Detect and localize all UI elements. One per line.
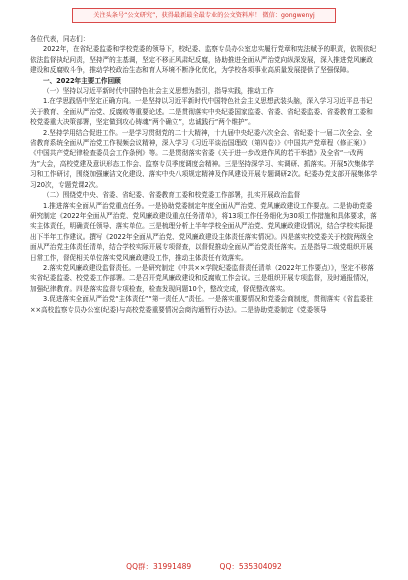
paragraph-2: 2.坚持学用结合促进工作。一是学习贯彻党的二十大精神，十九届中央纪委六次全会、省纪委十一届二次全会、全省教育系统全面从严治党工作视频会议精神，深入学习《习近平谈治国理政（第四卷）》《中国共产党章程（修正案）》《中国共产党纪律检查委员会工作条例》等。二是贯彻落实省委《关于进一步改进作风的若干举措》及全省“一改两为”大会，高校党建及意识形态工作会、监察专员季度调度会精神。三是坚持深学习、实调研、抓落实。开展5次集体学习和工作研讨，围绕加强廉洁文化建设、落实中央八项规定精神及作风建设开展专题调研2次。纪委办党支部开展集体学习20次，专题党课2次。 [30, 128, 378, 189]
paragraph-3: 1.推进落实全面从严治党重点任务。一是协助党委制定年度全面从严治党、党风廉政建设工作要点。二是协助党委研究制定《2022年全面从严治党、党风廉政建设重点任务清单》，将13项工作任务细化为30项工作措施和具体要求，落实主体责任，明确责任领导、落实单位。三是梳理分析上半年学校全面从严治党、党风廉政建设情况，结合学校实际提出下半年工作建议。撰写《2022年全面从严治党、党风廉政建设主体责任落实情况》。四是落实校党委关于校院两级全面从严治党主体责任清单，结合学校实际开展专项督查，以督促推动全面从严治党责任落实。五是指导二级党组织开展日常工作，督促相关单位落实党风廉政建设工作，推动主体责任有效落实。 [30, 201, 377, 262]
footer-contact [0, 561, 408, 572]
subsection-heading-1: （一）坚持以习近平新时代中国特色社会主义思想为指引，指导实践，推动工作 [43, 87, 274, 96]
section-heading: 一、2022年主要工作回顾 [43, 76, 121, 85]
greeting: 各位代表，同志们： [30, 35, 90, 43]
subsection-heading-2: （二）围绕党中央、省委、省纪委、省委教育工委和校党委工作部署，扎实开展政治监督 [43, 191, 301, 200]
footer-qq-group: QQ群：31991489 [126, 562, 192, 571]
promo-banner: 关注头条号“公文研究”，获得最新最全最专业的公文资料库！ 微信：gongwenyj [72, 8, 336, 23]
footer-qq: QQ：535304092 [219, 562, 282, 571]
paragraph-5: 3.促进落实全面从严治党“主体责任”“第一责任人”责任。一是落实重要情况和党委会商制度，贯彻落实《省监委驻××高校监察专员办公室(纪委)与高校党委重要情况会商沟通暂行办法》。二是协助党委制定《党委领导 [30, 295, 373, 314]
paragraph-4: 2.落实党风廉政建设监督责任。一是研究制定《中共××学院纪委监督责任清单（2022年工作要点）》，坚定不移落实省纪委监委、校党委工作部署。二是召开党风廉政建设和反腐败工作会议。三是组织开展专项监督，及时通报情况，加强纪律教育。四是落实监督专项检查，检查发现问题10个，整改完成，督促整改落实。 [30, 263, 374, 293]
document-body [30, 34, 378, 315]
paragraph-1: 1.在学思践悟中坚定正确方向。一是坚持以习近平新时代中国特色社会主义思想武装头脑，深入学习习近平总书记关于教育、全面从严治党、反腐败等重要论述。二是贯彻落实中央纪委国家监委、省委、省纪委监委、省委教育工委和校党委重大决策部署，坚定做到攻心铸魂“两个确立”，忠诚践行“两个维护”。 [30, 97, 373, 127]
intro-paragraph: 2022年，在省纪委监委和学校党委的领导下，校纪委、监察专员办公室忠实履行党章和宪法赋予的职责，依规依纪依法监督执纪问责，坚持严的主基调，坚定不移正风肃纪反腐，协助推进全面从严治党向纵深发展，深入推进党风廉政建设和反腐败斗争，推动学校政治生态和育人环境不断净化优化，为学校各项事业高质量发展提供了坚强保障。 [30, 45, 377, 75]
